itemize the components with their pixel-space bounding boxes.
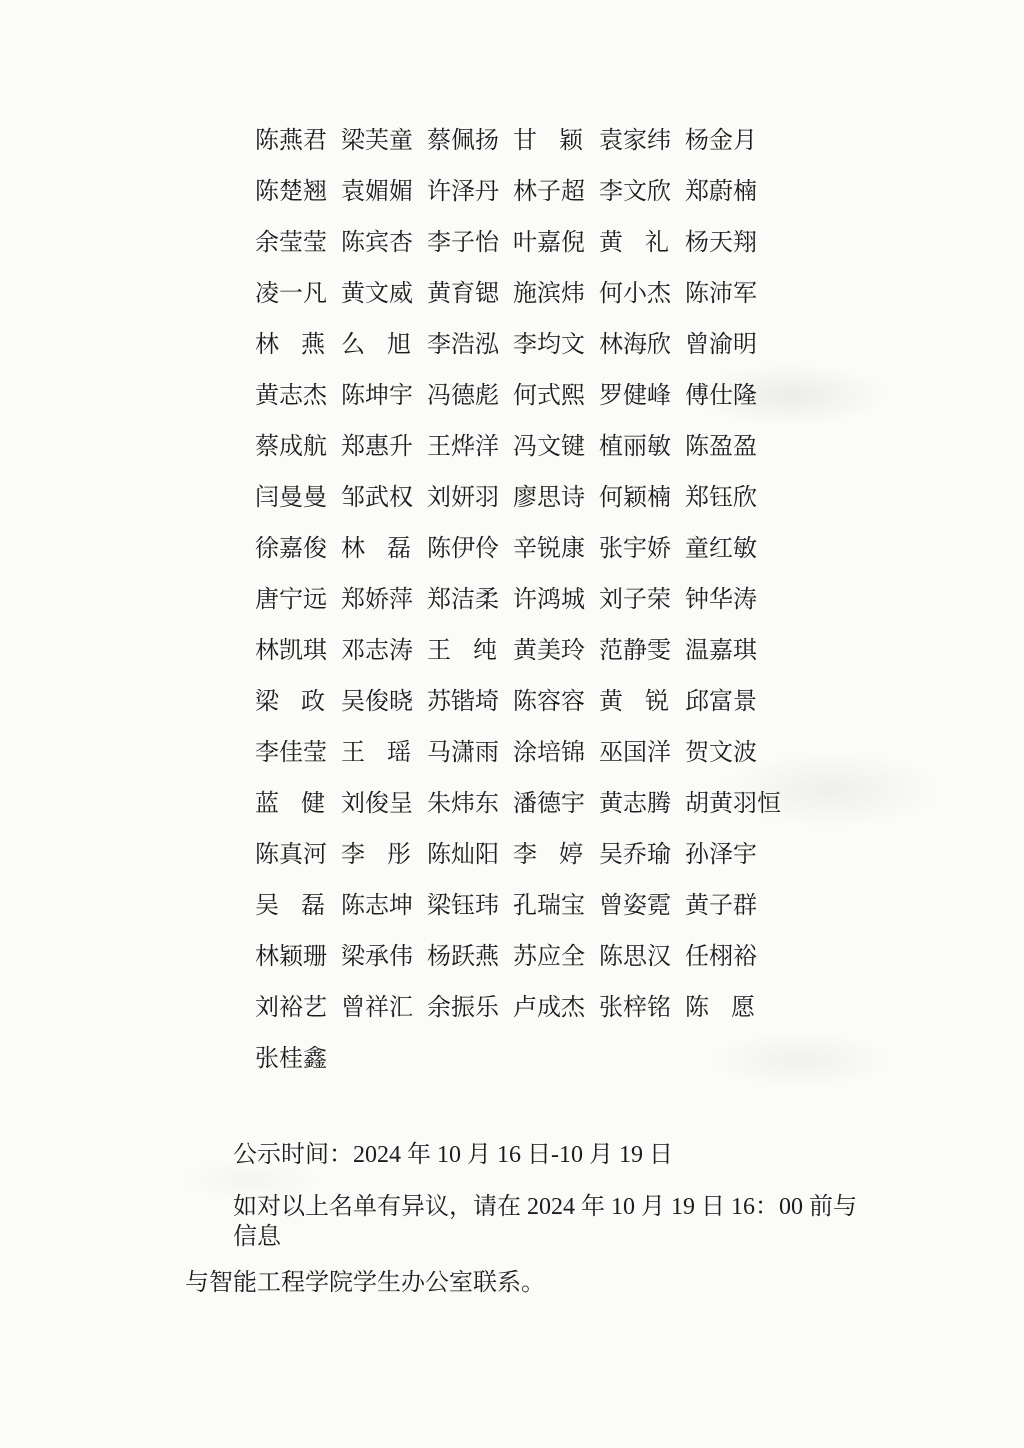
name-list [255, 128, 781, 1097]
name-row [255, 791, 781, 842]
name-row [255, 230, 775, 281]
name-cell: 陈 愿 [685, 995, 755, 1021]
name-cell: 孔 瑞 宝 [513, 893, 585, 919]
name-cell: 何 式 熙 [513, 383, 585, 409]
name-cell: 黄 子 群 [685, 893, 757, 919]
name-cell: 吴 乔 瑜 [599, 842, 671, 868]
name-cell: 林 凯 琪 [255, 638, 327, 664]
name-cell: 张 桂 鑫 [255, 1046, 327, 1072]
name-cell: 许 鸿 城 [513, 587, 585, 613]
name-cell: 王 瑶 [341, 740, 411, 766]
name-cell: 何 小 杰 [599, 281, 671, 307]
name-cell: 陈 楚 翘 [255, 179, 327, 205]
name-row [255, 587, 775, 638]
name-cell: 刘 妍 羽 [427, 485, 499, 511]
name-cell: 唐 宁 远 [255, 587, 327, 613]
name-cell: 徐 嘉 俊 [255, 536, 327, 562]
name-cell: 王 纯 [427, 638, 497, 664]
name-cell: 陈 灿 阳 [427, 842, 499, 868]
name-cell: 梁 芙 童 [341, 128, 413, 154]
name-cell: 李 均 文 [513, 332, 585, 358]
name-cell: 何 颖 楠 [599, 485, 671, 511]
name-cell: 任 栩 裕 [685, 944, 757, 970]
name-cell: 傅 仕 隆 [685, 383, 757, 409]
name-cell: 刘 俊 呈 [341, 791, 413, 817]
name-cell: 杨 跃 燕 [427, 944, 499, 970]
name-cell: 甘 颖 [513, 128, 583, 154]
name-row [255, 740, 775, 791]
name-cell: 邹 武 权 [341, 485, 413, 511]
name-cell: 郑 钰 欣 [685, 485, 757, 511]
name-cell: 凌 一 凡 [255, 281, 327, 307]
name-row [255, 638, 775, 689]
name-cell: 李 子 怡 [427, 230, 499, 256]
name-cell: 袁 家 纬 [599, 128, 671, 154]
name-cell: 梁 承 伟 [341, 944, 413, 970]
name-cell: 罗 健 峰 [599, 383, 671, 409]
name-cell: 么 旭 [341, 332, 411, 358]
name-cell: 孙 泽 宇 [685, 842, 757, 868]
name-cell: 范 静 雯 [599, 638, 671, 664]
name-cell: 袁 媚 媚 [341, 179, 413, 205]
name-cell: 林 燕 [255, 332, 325, 358]
name-cell: 黄 美 玲 [513, 638, 585, 664]
name-cell: 曾 渝 明 [685, 332, 757, 358]
name-row [255, 332, 775, 383]
name-cell: 陈 盈 盈 [685, 434, 757, 460]
name-row [255, 1046, 775, 1097]
name-row [255, 995, 775, 1046]
name-cell: 余 振 乐 [427, 995, 499, 1021]
publicity-period-line: 公示时间：2024 年 10 月 16 日-10 月 19 日 [233, 1142, 673, 1168]
name-cell: 林 海 欣 [599, 332, 671, 358]
name-row [255, 281, 775, 332]
name-cell: 李 婷 [513, 842, 583, 868]
name-cell: 王 烨 洋 [427, 434, 499, 460]
name-cell: 邱 富 景 [685, 689, 757, 715]
name-cell: 植 丽 敏 [599, 434, 671, 460]
name-cell: 李 佳 莹 [255, 740, 327, 766]
name-cell: 曾 姿 霓 [599, 893, 671, 919]
name-cell: 李 彤 [341, 842, 411, 868]
name-cell: 陈 燕 君 [255, 128, 327, 154]
name-cell: 林 磊 [341, 536, 411, 562]
name-cell: 吴 俊 晓 [341, 689, 413, 715]
name-cell: 温 嘉 琪 [685, 638, 757, 664]
name-cell: 李 文 欣 [599, 179, 671, 205]
name-cell: 胡 黄 羽 恒 [685, 791, 781, 817]
name-cell: 苏 锴 埼 [427, 689, 499, 715]
name-cell: 蔡 成 航 [255, 434, 327, 460]
name-row [255, 536, 775, 587]
footer-notice [185, 1140, 875, 1298]
name-cell: 刘 裕 艺 [255, 995, 327, 1021]
name-cell: 陈 宾 杏 [341, 230, 413, 256]
name-cell: 辛 锐 康 [513, 536, 585, 562]
name-cell: 林 子 超 [513, 179, 585, 205]
name-cell: 蓝 健 [255, 791, 325, 817]
name-cell: 陈 思 汉 [599, 944, 671, 970]
name-cell: 郑 娇 萍 [341, 587, 413, 613]
name-row [255, 689, 775, 740]
name-cell: 陈 志 坤 [341, 893, 413, 919]
name-cell: 陈 容 容 [513, 689, 585, 715]
name-cell: 梁 政 [255, 689, 325, 715]
name-cell: 黄 志 腾 [599, 791, 671, 817]
name-cell: 黄 文 威 [341, 281, 413, 307]
name-row [255, 179, 775, 230]
name-cell: 郑 洁 柔 [427, 587, 499, 613]
name-cell: 涂 培 锦 [513, 740, 585, 766]
name-row [255, 842, 775, 893]
name-row [255, 893, 775, 944]
name-cell: 马 潇 雨 [427, 740, 499, 766]
name-cell: 陈 真 河 [255, 842, 327, 868]
name-cell: 杨 天 翔 [685, 230, 757, 256]
name-cell: 卢 成 杰 [513, 995, 585, 1021]
name-row [255, 944, 775, 995]
name-cell: 梁 钰 玮 [427, 893, 499, 919]
name-cell: 郑 惠 升 [341, 434, 413, 460]
name-cell: 黄 志 杰 [255, 383, 327, 409]
name-cell: 巫 国 洋 [599, 740, 671, 766]
name-cell: 张 梓 铭 [599, 995, 671, 1021]
name-cell: 吴 磊 [255, 893, 325, 919]
name-row [255, 434, 775, 485]
name-cell: 童 红 敏 [685, 536, 757, 562]
name-cell: 苏 应 全 [513, 944, 585, 970]
name-cell: 黄 礼 [599, 230, 669, 256]
name-cell: 廖 思 诗 [513, 485, 585, 511]
name-cell: 贺 文 波 [685, 740, 757, 766]
name-cell: 张 宇 娇 [599, 536, 671, 562]
name-row [255, 485, 775, 536]
name-cell: 陈 坤 宇 [341, 383, 413, 409]
name-cell: 朱 炜 东 [427, 791, 499, 817]
name-cell: 潘 德 宇 [513, 791, 585, 817]
name-cell: 郑 蔚 楠 [685, 179, 757, 205]
name-cell: 刘 子 荣 [599, 587, 671, 613]
name-cell: 冯 文 键 [513, 434, 585, 460]
name-cell: 施 滨 炜 [513, 281, 585, 307]
name-cell: 陈 沛 军 [685, 281, 757, 307]
name-cell: 李 浩 泓 [427, 332, 499, 358]
name-cell: 林 颖 珊 [255, 944, 327, 970]
objection-notice-line1: 如对以上名单有异议，请在 2024 年 10 月 19 日 16：00 前与信息 [233, 1194, 857, 1250]
objection-notice-line2: 与智能工程学院学生办公室联系。 [185, 1270, 545, 1296]
name-cell: 黄 育 锶 [427, 281, 499, 307]
name-cell: 蔡 佩 扬 [427, 128, 499, 154]
name-cell: 陈 伊 伶 [427, 536, 499, 562]
name-cell: 冯 德 彪 [427, 383, 499, 409]
name-cell: 钟 华 涛 [685, 587, 757, 613]
name-row [255, 383, 775, 434]
name-cell: 余 莹 莹 [255, 230, 327, 256]
name-cell: 叶 嘉 倪 [513, 230, 585, 256]
name-cell: 邓 志 涛 [341, 638, 413, 664]
name-cell: 许 泽 丹 [427, 179, 499, 205]
name-cell: 黄 锐 [599, 689, 669, 715]
name-cell: 杨 金 月 [685, 128, 757, 154]
name-cell: 曾 祥 汇 [341, 995, 413, 1021]
name-cell: 闫 曼 曼 [255, 485, 327, 511]
name-row [255, 128, 775, 179]
